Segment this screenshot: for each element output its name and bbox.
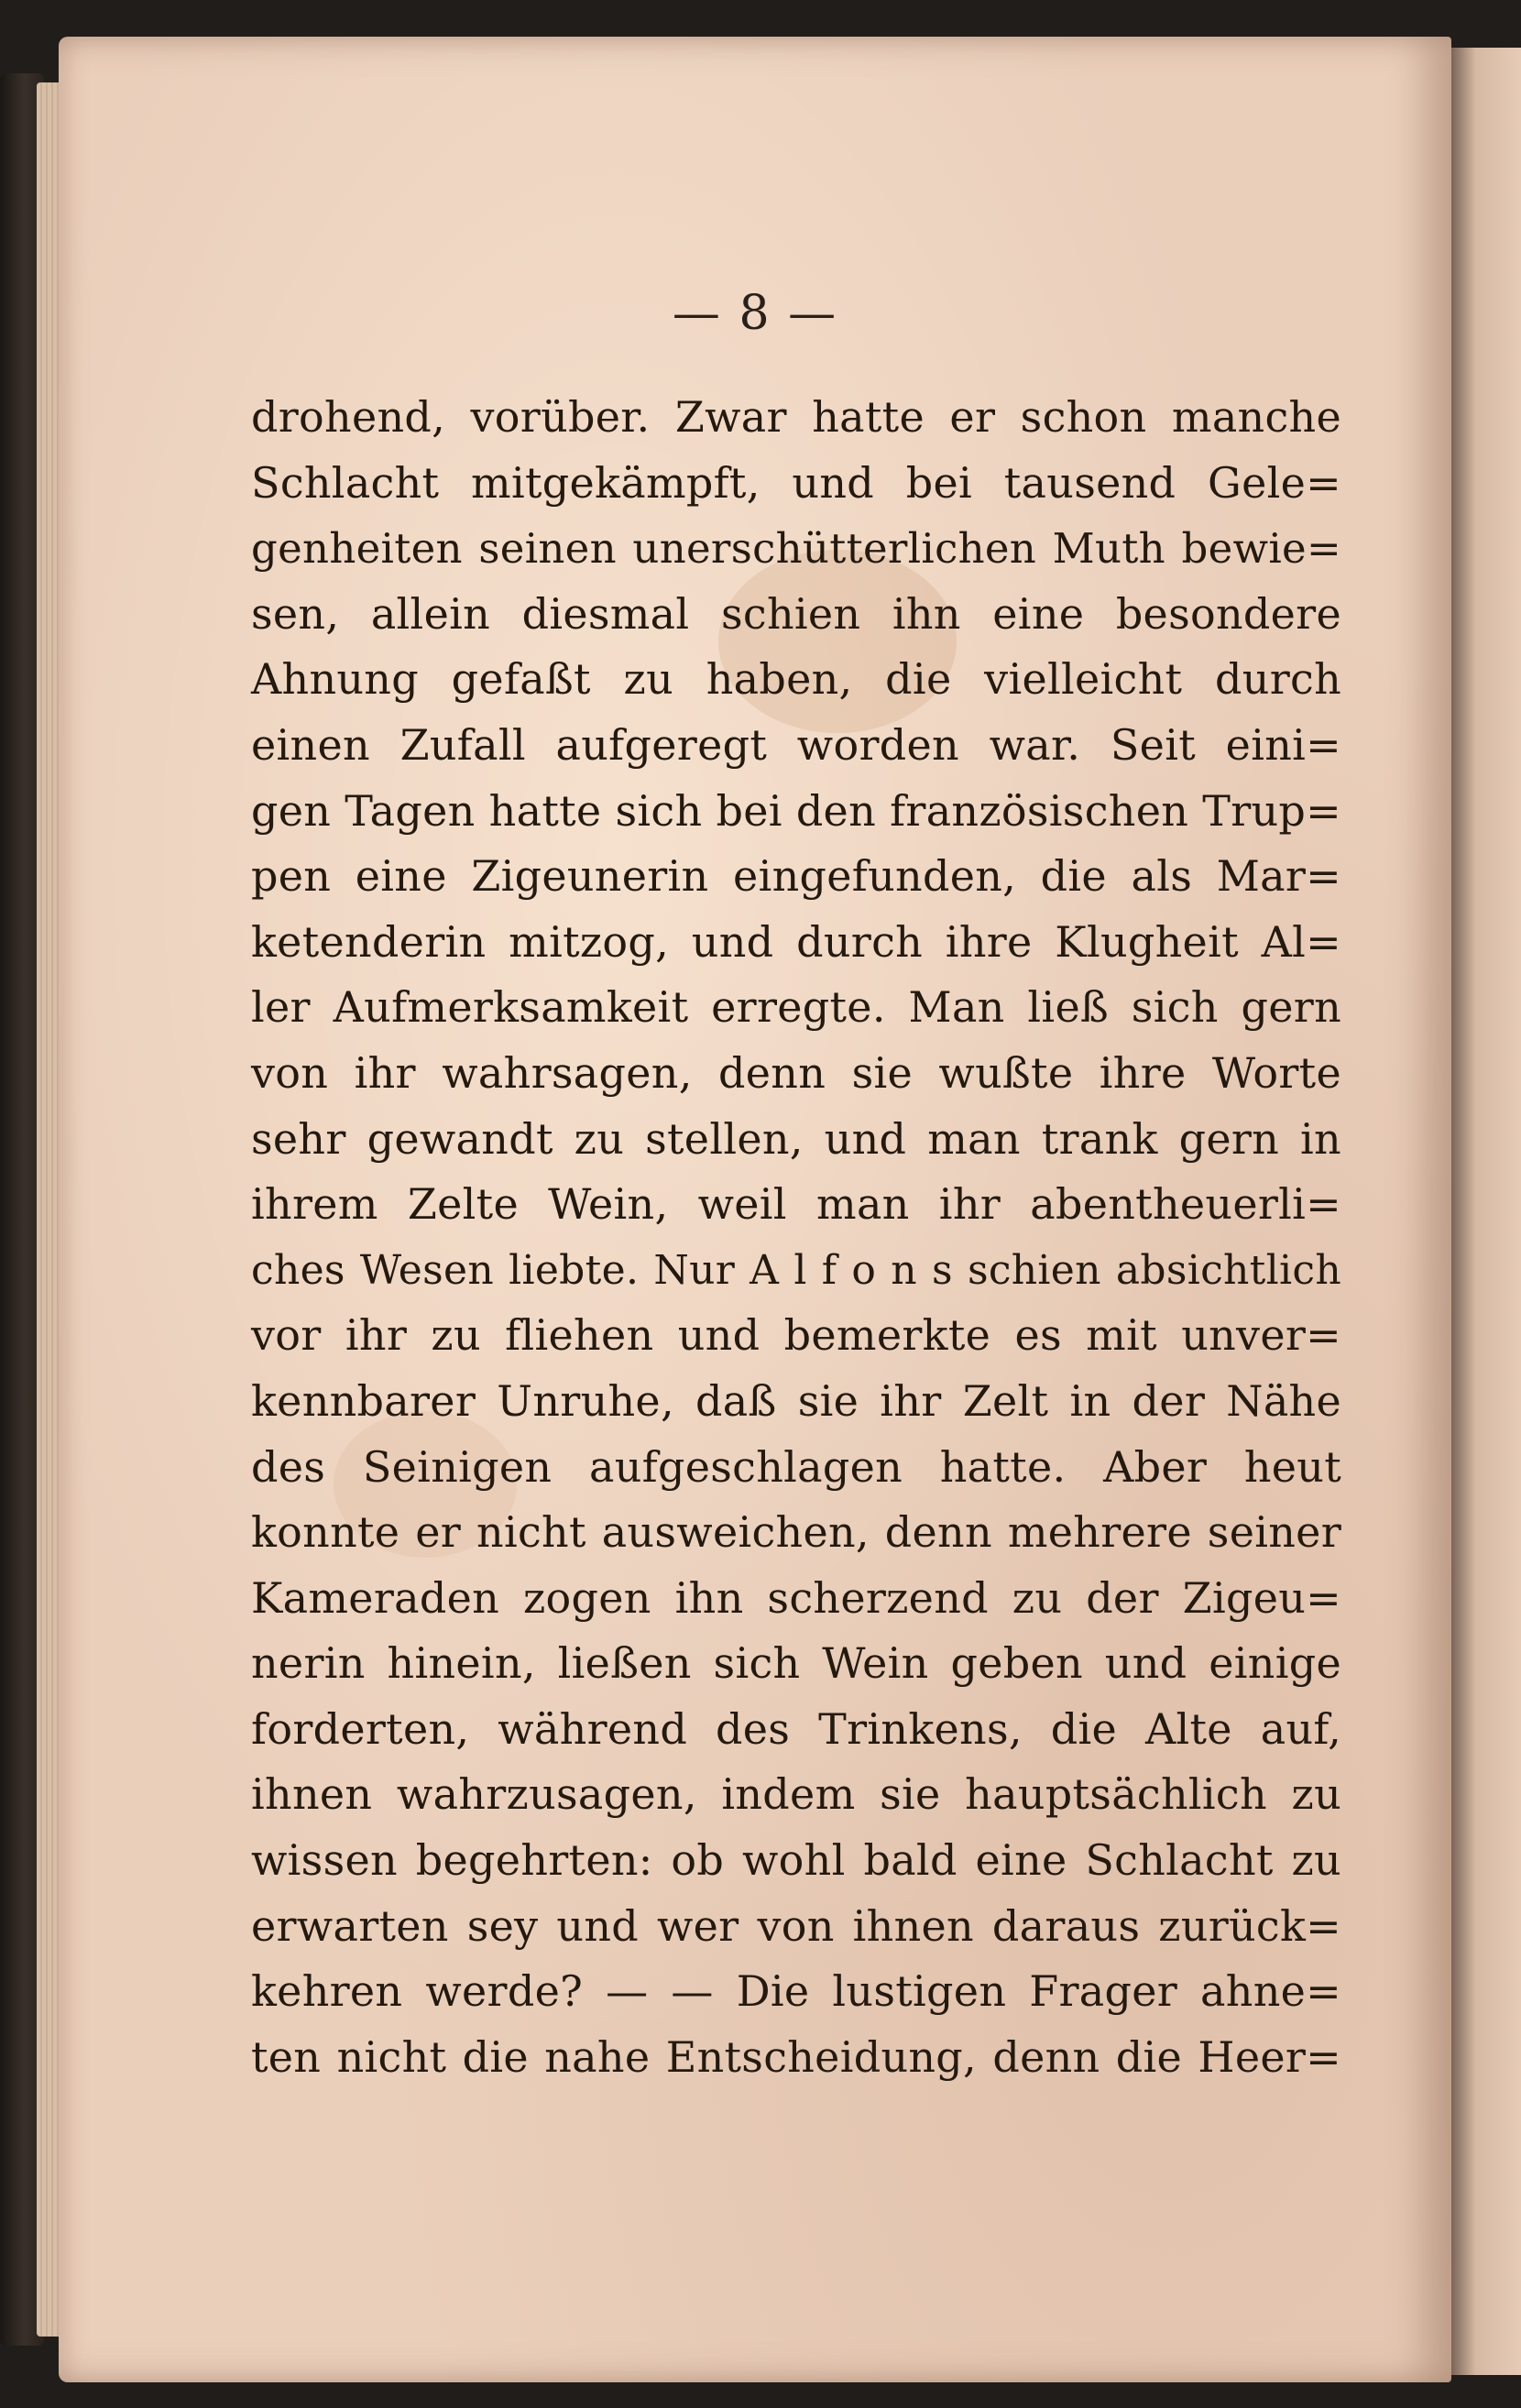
- text-line: des Seinigen aufgeschlagen hatte. Aber heut: [251, 1441, 1341, 1492]
- text-line: Schlacht mitgekämpft, und bei tausend Gele=: [251, 457, 1341, 508]
- text-line: gen Tagen hatte sich bei den französischen Trup=: [251, 785, 1341, 836]
- text-line: Ahnung gefaßt zu haben, die vielleicht durch: [251, 654, 1341, 705]
- body-text: [251, 385, 1341, 2090]
- facing-page-edge: [1451, 48, 1521, 2375]
- text-line: ten nicht die nahe Entscheidung, denn die Heer=: [251, 2031, 1341, 2082]
- text-line: kennbarer Unruhe, daß sie ihr Zelt in der Nähe: [251, 1375, 1341, 1426]
- text-line: nerin hinein, ließen sich Wein geben und einige: [251, 1638, 1341, 1689]
- text-line: kehren werde? — — Die lustigen Frager ahne=: [251, 1966, 1341, 2017]
- text-line: forderten, während des Trinkens, die Alte auf,: [251, 1703, 1341, 1754]
- text-line: von ihr wahrsagen, denn sie wußte ihre Worte: [251, 1047, 1341, 1098]
- text-line: drohend, vorüber. Zwar hatte er schon manche: [251, 392, 1341, 442]
- text-line: genheiten seinen unerschütterlichen Muth bewie=: [251, 524, 1341, 574]
- text-line: sehr gewandt zu stellen, und man trank gern in: [251, 1113, 1341, 1164]
- text-line: erwarten sey und wer von ihnen daraus zurück=: [251, 1900, 1341, 1951]
- text-line: vor ihr zu fliehen und bemerkte es mit unver=: [251, 1310, 1341, 1361]
- text-line: ler Aufmerksamkeit erregte. Man ließ sich gern: [251, 982, 1341, 1033]
- book-page: [59, 37, 1451, 2382]
- page-number: — 8 —: [672, 286, 838, 341]
- text-line: sen, allein diesmal schien ihn eine besondere: [251, 588, 1341, 639]
- text-line: ihnen wahrzusagen, indem sie hauptsächlich zu: [251, 1769, 1341, 1820]
- text-line: pen eine Zigeunerin eingefunden, die als Mar=: [251, 851, 1341, 902]
- text-line: ihrem Zelte Wein, weil man ihr abentheuerli=: [251, 1179, 1341, 1230]
- text-line: konnte er nicht ausweichen, denn mehrere seiner: [251, 1507, 1341, 1558]
- text-line: Kameraden zogen ihn scherzend zu der Zigeu=: [251, 1572, 1341, 1623]
- text-line: einen Zufall aufgeregt worden war. Seit eini=: [251, 719, 1341, 770]
- text-line: ketenderin mitzog, und durch ihre Klugheit Al=: [251, 916, 1341, 967]
- text-line: ches Wesen liebte. Nur A l f o n s schien absichtlich: [251, 1246, 1341, 1294]
- text-line: wissen begehrten: ob wohl bald eine Schlacht zu: [251, 1835, 1341, 1886]
